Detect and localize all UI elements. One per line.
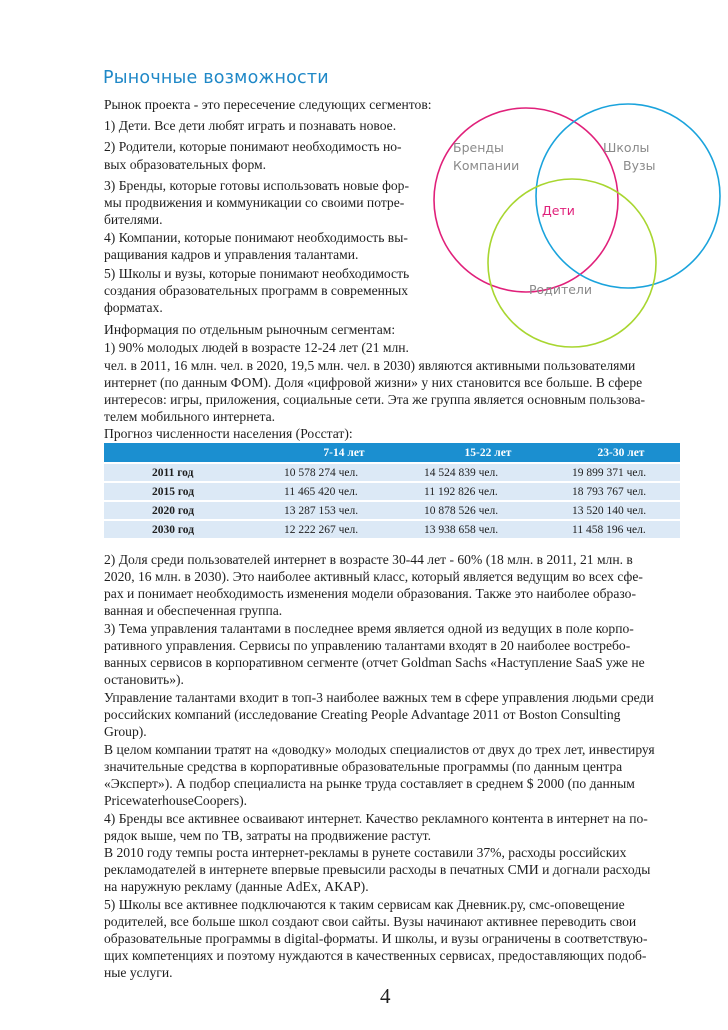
- body-line: ративного управления. Сервисы по управлению талантами входят в 20 наиболее востребо-: [104, 638, 631, 653]
- intro-line: 3) Бренды, которые готовы использовать новые фор-: [104, 178, 410, 193]
- body-line: рах и понимает необходимость изменения модели образования. Также это наиболее образо-: [104, 586, 637, 601]
- table-row: [104, 463, 680, 482]
- table-header-cell: 7-14 лет: [274, 443, 414, 463]
- info-line: интересов: игры, приложения, социальные сети. Эта же группа является основным пользова-: [104, 392, 646, 407]
- page-number: 4: [380, 984, 391, 1008]
- body-line: родителей, все больше школ создают свои сайты. Вузы начинают активнее переводить свои: [104, 914, 637, 929]
- venn-label-children: Дети: [542, 203, 575, 218]
- body-line: 2) Доля среди пользователей интернет в возрасте 30-44 лет - 60% (18 млн. в 2011, 21 млн. в: [104, 552, 633, 567]
- table-cell: 13 938 658 чел.: [414, 520, 562, 538]
- table-cell: 10 578 274 чел.: [274, 463, 414, 482]
- table-cell: 19 899 371 чел.: [562, 463, 680, 482]
- info-line: телем мобильного интернета.: [104, 409, 276, 424]
- info-line: Прогноз численности населения (Росстат):: [104, 426, 353, 441]
- body-line: значительные средства в корпоративные образовательные программы (по данным центра: [104, 759, 623, 774]
- table-header-cell: [104, 443, 274, 463]
- intro-line: 5) Школы и вузы, которые понимают необходимость: [104, 266, 410, 281]
- info-line: интернет (по данным ФОМ). Доля «цифровой жизни» у них становится все больше. В сфере: [104, 375, 643, 390]
- intro-line: форматах.: [104, 300, 163, 315]
- venn-label-universities: Вузы: [623, 158, 656, 173]
- table-row: [104, 501, 680, 520]
- info-line: Информация по отдельным рыночным сегментам:: [104, 322, 396, 337]
- body-line: 5) Школы все активнее подключаются к таким сервисам как Дневник.ру, смс-оповещение: [104, 897, 625, 912]
- brands-companies-circle: [434, 108, 618, 292]
- body-line: В целом компании тратят на «доводку» молодых специалистов от двух до трех лет, инвестируя: [104, 742, 655, 757]
- intro-line: вых образовательных форм.: [104, 157, 267, 172]
- table-cell: 10 878 526 чел.: [414, 501, 562, 520]
- market-venn-diagram: [425, 102, 725, 348]
- intro-line: Рынок проекта - это пересечение следующих сегментов:: [104, 97, 432, 112]
- table-cell: 11 192 826 чел.: [414, 482, 562, 501]
- body-line: остановить»).: [104, 672, 184, 687]
- body-line: 3) Тема управления талантами в последнее время является одной из ведущих в поле корпо-: [104, 621, 634, 636]
- table-year-cell: 2020 год: [104, 501, 274, 520]
- body-line: Управление талантами входит в топ-3 наиболее важных тем в сфере управления людьми среди: [104, 690, 654, 705]
- table-cell: 18 793 767 чел.: [562, 482, 680, 501]
- body-line: ные услуги.: [104, 965, 173, 980]
- population-forecast-table: [104, 443, 680, 538]
- table-cell: 13 520 140 чел.: [562, 501, 680, 520]
- body-line: Group).: [104, 724, 147, 739]
- body-line: российских компаний (исследование Creating People Advantage 2011 от Boston Consulting: [104, 707, 621, 722]
- intro-line: бителями.: [104, 212, 163, 227]
- body-line: «Эксперт»). А подбор специалиста на рынке труда составляет в среднем $ 2000 (по данным: [104, 776, 635, 791]
- body-line: В 2010 году темпы роста интернет-рекламы в рунете составили 37%, расходы российских: [104, 845, 627, 860]
- venn-label-companies: Компании: [453, 158, 520, 173]
- venn-label-schools: Школы: [603, 140, 650, 155]
- intro-line: 4) Компании, которые понимают необходимость вы-: [104, 230, 408, 245]
- page-title: Рыночные возможности: [103, 68, 329, 88]
- body-line: на наружную рекламу (данные AdEx, АКАР).: [104, 879, 369, 894]
- table-header-row: [104, 443, 680, 463]
- table-header-cell: 23-30 лет: [562, 443, 680, 463]
- body-line: ванных сервисов в корпоративном сегменте (отчет Goldman Sachs «Наступление SaaS уже не: [104, 655, 645, 670]
- body-line: образовательные программы в digital-форматы. И школы, и вузы ограничены в соответствую-: [104, 931, 648, 946]
- body-line: 2020, 16 млн. в 2030). Это наиболее активный класс, который является ведущим во всех сфе-: [104, 569, 643, 584]
- body-line: рядок выше, чем по ТВ, затраты на продвижение растут.: [104, 828, 431, 843]
- info-line: чел. в 2011, 16 млн. чел. в 2020, 19,5 млн. чел. в 2030) являются активными пользователями: [104, 358, 636, 373]
- body-line: PricewaterhouseCoopers).: [104, 793, 248, 808]
- intro-line: создания образовательных программ в современных: [104, 283, 409, 298]
- table-cell: 12 222 267 чел.: [274, 520, 414, 538]
- intro-line: 2) Родители, которые понимают необходимость но-: [104, 139, 402, 154]
- schools-universities-circle: [536, 104, 720, 288]
- intro-line: ращивания кадров и управления талантами.: [104, 247, 359, 262]
- table-cell: 13 287 153 чел.: [274, 501, 414, 520]
- body-line: 4) Бренды все активнее осваивают интернет. Качество рекламного контента в интернет на по-: [104, 811, 648, 826]
- intro-line: 1) Дети. Все дети любят играть и познавать новое.: [104, 118, 397, 133]
- venn-label-brands: Бренды: [453, 140, 504, 155]
- table-year-cell: 2030 год: [104, 520, 274, 538]
- table-header-cell: 15-22 лет: [414, 443, 562, 463]
- intro-line: мы продвижения и коммуникации со своими потре-: [104, 195, 405, 210]
- body-line: рекламодателей в интернете впервые превысили расходы в печатных СМИ и догнали расходы: [104, 862, 651, 877]
- table-cell: 11 458 196 чел.: [562, 520, 680, 538]
- table-cell: 14 524 839 чел.: [414, 463, 562, 482]
- table-year-cell: 2011 год: [104, 463, 274, 482]
- info-line: 1) 90% молодых людей в возрасте 12-24 лет (21 млн.: [104, 340, 409, 355]
- table-cell: 11 465 420 чел.: [274, 482, 414, 501]
- venn-label-parents: Родители: [529, 282, 593, 297]
- body-line: ванная и обеспеченная группа.: [104, 603, 283, 618]
- table-year-cell: 2015 год: [104, 482, 274, 501]
- table-row: [104, 482, 680, 501]
- table-row: [104, 520, 680, 538]
- body-line: щих компетенциях и поэтому нуждаются в качественных сервисах, предоставляющих подоб-: [104, 948, 647, 963]
